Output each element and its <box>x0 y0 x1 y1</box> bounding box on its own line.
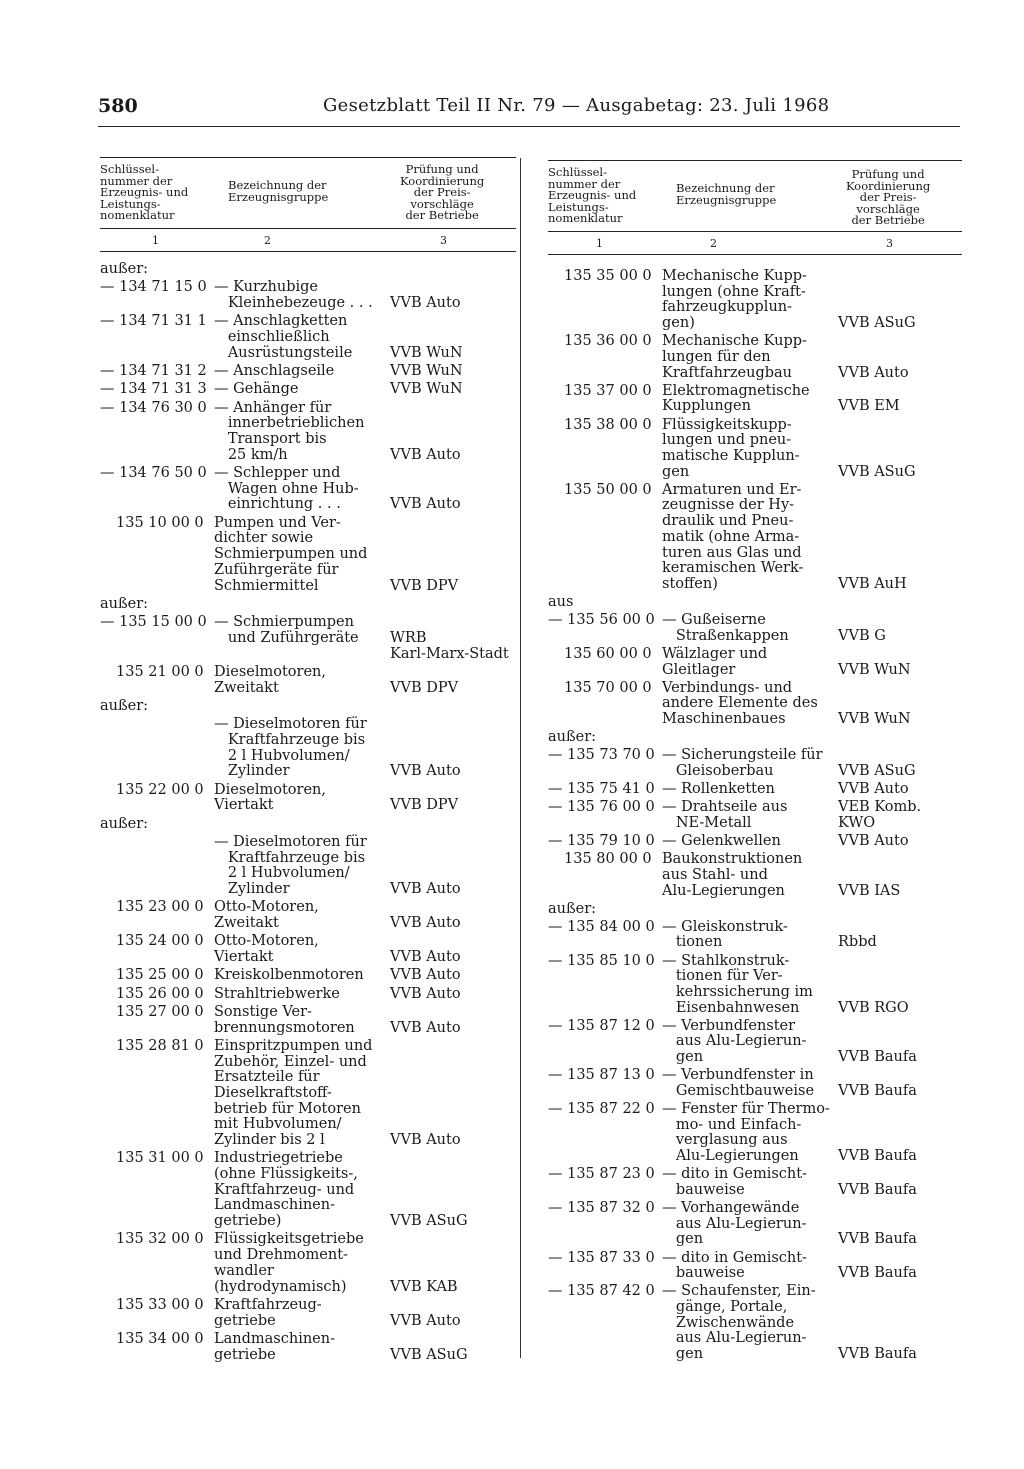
table-row <box>100 382 516 398</box>
authority: VVB Baufa <box>838 1231 917 1248</box>
group-name: Kreiskolbenmotoren <box>214 967 364 984</box>
key-number: — 135 15 00 0 <box>100 614 207 631</box>
authority: VVB ASuG <box>838 315 916 332</box>
authority: VVB Auto <box>390 948 461 965</box>
key-number: 135 23 00 0 <box>116 899 204 916</box>
table-row <box>548 595 962 611</box>
authority: VVB Baufa <box>838 1082 917 1099</box>
key-number: — 134 76 30 0 <box>100 399 207 416</box>
page-number: 580 <box>98 95 138 117</box>
authority: VVB IAS <box>838 882 901 899</box>
key-number: — 135 56 00 0 <box>548 612 655 629</box>
key-number: — 134 71 15 0 <box>100 279 207 296</box>
authority: VVB RGO <box>838 999 909 1016</box>
authority: VVB AuH <box>838 575 907 592</box>
key-number: außer: <box>548 729 597 746</box>
authority: VVB Auto <box>390 1312 461 1329</box>
key-number: 135 38 00 0 <box>564 416 652 433</box>
table-row <box>548 613 962 644</box>
key-number: — 134 71 31 1 <box>100 313 207 330</box>
key-number: — 135 87 23 0 <box>548 1166 655 1183</box>
header-col3: Prüfung und Koordinierung der Preis- vorschläge der Betriebe <box>400 162 485 222</box>
table-row <box>100 466 516 513</box>
table-row <box>100 262 516 278</box>
key-number: — 134 76 50 0 <box>100 465 207 481</box>
key-number: außer: <box>100 815 149 832</box>
table-row <box>548 483 962 593</box>
key-number: 135 35 00 0 <box>564 268 652 284</box>
group-name: Flüssigkeitskupp- lungen und pneu- matische Kupplun- gen <box>662 416 800 480</box>
key-number: — 134 71 31 2 <box>100 363 207 379</box>
right-column <box>548 160 962 1363</box>
group-name: Einspritzpumpen und Zubehör, Einzel- und Ersatzteile für Dieselkraftstoff- betrieb für Motoren mit Hubvolumen/ Zylinder bis 2 l <box>214 1037 373 1149</box>
table-row <box>100 597 516 613</box>
table-row <box>548 800 962 831</box>
table-header <box>548 160 962 232</box>
header-col2: Bezeichnung der Erzeugnisgruppe <box>228 178 329 204</box>
authority: VVB Auto <box>390 496 461 513</box>
table-header <box>100 157 516 229</box>
key-number: — 135 79 10 0 <box>548 833 655 849</box>
key-number: 135 21 00 0 <box>116 663 204 680</box>
authority: VVB Baufa <box>838 1265 917 1282</box>
group-name: — Rollenketten <box>662 781 775 798</box>
header-rule <box>98 126 960 127</box>
authority: VVB WuN <box>390 363 463 379</box>
column-number-row <box>100 229 516 252</box>
table-row <box>548 1102 962 1165</box>
group-name: — Schaufenster, Ein- gänge, Portale, Zwischenwände aus Alu-Legierun- gen <box>662 1283 816 1363</box>
group-name: — Gußeiserne Straßenkappen <box>662 612 789 644</box>
authority: VVB Auto <box>390 880 461 897</box>
key-number: 135 32 00 0 <box>116 1231 204 1248</box>
group-name: Dieselmotoren, Zweitakt <box>214 663 326 696</box>
authority: VVB Auto <box>390 1132 461 1149</box>
table-row <box>100 1298 516 1329</box>
page-title: Gesetzblatt Teil II Nr. 79 — Ausgabetag: 23. Juli 1968 <box>323 95 830 116</box>
group-name: — dito in Gemischt- bauweise <box>662 1166 807 1198</box>
table-row <box>548 920 962 951</box>
key-number: — 135 87 13 0 <box>548 1067 655 1084</box>
authority: VVB KAB <box>390 1278 458 1295</box>
group-name: Industriegetriebe (ohne Flüssigkeits-, Kraftfahrzeug- und Landmaschinen- getriebe) <box>214 1150 358 1230</box>
group-name: Verbindungs- und andere Elemente des Maschinenbaues <box>662 679 818 728</box>
key-number: — 135 87 42 0 <box>548 1283 655 1300</box>
authority: VVB WuN <box>838 711 911 728</box>
group-name: Sonstige Ver- brennungsmotoren <box>214 1003 355 1036</box>
key-number: 135 10 00 0 <box>116 514 204 531</box>
col-number-2: 2 <box>710 237 717 250</box>
table-row <box>100 987 516 1003</box>
table-row <box>548 418 962 481</box>
key-number: 135 31 00 0 <box>116 1150 204 1167</box>
table-row <box>100 1039 516 1149</box>
table-row <box>100 665 516 696</box>
group-name: — Verbundfenster in Gemischtbauweise <box>662 1067 815 1099</box>
key-number: außer: <box>100 595 149 612</box>
group-name: — Vorhangewände aus Alu-Legierun- gen <box>662 1200 807 1248</box>
group-name: Armaturen und Er- zeugnisse der Hy- draulik und Pneu- matik (ohne Arma- turen aus Glas und keramischen Werk- stoffen) <box>662 481 804 592</box>
header-col1: Schlüssel- nummer der Erzeugnis- und Leistungs- nomenklatur <box>100 162 189 222</box>
key-number: — 135 84 00 0 <box>548 918 655 935</box>
key-number: 135 60 00 0 <box>564 645 652 662</box>
authority: VVB DPV <box>390 679 459 696</box>
authority: VVB Auto <box>390 295 461 311</box>
table-row <box>548 1068 962 1099</box>
header-col3: Prüfung und Koordinierung der Preis- vorschläge der Betriebe <box>846 167 931 227</box>
authority: VVB WuN <box>390 344 463 361</box>
table-row <box>100 717 516 780</box>
col-number-1: 1 <box>152 234 159 247</box>
table-row <box>100 835 516 898</box>
group-name: — Anschlagseile <box>214 363 335 379</box>
table-row <box>100 401 516 464</box>
table-row <box>548 782 962 798</box>
authority: VVB ASuG <box>390 1213 468 1230</box>
authority: VVB Auto <box>390 446 461 463</box>
authority: VVB Auto <box>390 967 461 984</box>
group-name: Otto-Motoren, Viertakt <box>214 933 319 965</box>
group-name: — dito in Gemischt- bauweise <box>662 1249 807 1282</box>
group-name: — Schlepper und Wagen ohne Hub- einrichtung . . . <box>214 465 359 513</box>
authority: VVB ASuG <box>838 463 916 480</box>
group-name: Landmaschinen- getriebe <box>214 1330 335 1363</box>
group-name: — Anhänger für innerbetrieblichen Transport bis 25 km/h <box>214 399 365 463</box>
key-number: 135 70 00 0 <box>564 679 652 696</box>
page-header <box>98 95 960 123</box>
group-name: Wälzlager und Gleitlager <box>662 645 768 678</box>
key-number: 135 22 00 0 <box>116 781 204 798</box>
key-number: 135 34 00 0 <box>116 1330 204 1347</box>
authority: VVB WuN <box>838 661 911 678</box>
key-number: — 134 71 31 3 <box>100 381 207 398</box>
table-row <box>100 1332 516 1363</box>
authority: VVB Auto <box>838 364 909 381</box>
group-name: — Verbundfenster aus Alu-Legierun- gen <box>662 1017 807 1066</box>
key-number: 135 25 00 0 <box>116 967 204 984</box>
table-row <box>100 314 516 361</box>
header-col1: Schlüssel- nummer der Erzeugnis- und Leistungs- nomenklatur <box>548 165 637 225</box>
authority: VVB EM <box>838 398 900 415</box>
table-row <box>548 334 962 381</box>
key-number: — 135 87 22 0 <box>548 1101 655 1117</box>
column-number-row <box>548 232 962 255</box>
group-name: — Schmierpumpen und Zuführgeräte <box>214 614 359 646</box>
table-row <box>100 364 516 380</box>
table-row <box>100 968 516 984</box>
group-name: — Dieselmotoren für Kraftfahrzeuge bis 2 l Hubvolumen/ Zylinder <box>214 716 367 780</box>
table-row <box>548 647 962 678</box>
authority: VVB Baufa <box>838 1049 917 1066</box>
authority: VVB G <box>838 627 886 644</box>
key-number: — 135 76 00 0 <box>548 799 655 816</box>
group-name: Baukonstruktionen aus Stahl- und Alu-Legierungen <box>662 851 803 899</box>
authority: VEB Komb. KWO <box>838 799 922 831</box>
group-name: — Stahlkonstruk- tionen für Ver- kehrssicherung im Eisenbahnwesen <box>662 952 813 1016</box>
authority: VVB ASuG <box>838 763 916 779</box>
authority: VVB Baufa <box>838 1346 917 1363</box>
group-name: Strahltriebwerke <box>214 985 340 1002</box>
key-number: 135 50 00 0 <box>564 481 652 498</box>
group-name: — Anschlagketten einschließlich Ausrüstungsteile <box>214 313 353 361</box>
authority: VVB Baufa <box>838 1148 917 1165</box>
table-row <box>548 852 962 899</box>
key-number: — 135 75 41 0 <box>548 781 655 798</box>
table-row <box>548 834 962 850</box>
authority: VVB Auto <box>838 833 909 849</box>
group-name: — Gehänge <box>214 381 299 398</box>
key-number: außer: <box>100 697 149 714</box>
key-number: 135 80 00 0 <box>564 851 652 868</box>
group-name: — Gleiskonstruk- tionen <box>662 918 788 951</box>
group-name: Otto-Motoren, Zweitakt <box>214 899 319 931</box>
table-row <box>100 699 516 715</box>
table-row <box>100 1151 516 1230</box>
table-row <box>548 954 962 1017</box>
group-name: Mechanische Kupp- lungen (ohne Kraft- fahrzeugkupplun- gen) <box>662 268 807 332</box>
table-row <box>548 1167 962 1198</box>
left-column <box>100 157 516 1363</box>
group-name: Flüssigkeitsgetriebe und Drehmoment- wandler (hydrodynamisch) <box>214 1231 364 1295</box>
table-row <box>548 902 962 918</box>
col-number-1: 1 <box>596 237 603 250</box>
key-number: aus <box>548 594 574 610</box>
key-number: 135 24 00 0 <box>116 933 204 950</box>
key-number: 135 36 00 0 <box>564 333 652 350</box>
col-number-3: 3 <box>886 237 893 250</box>
table-row <box>548 681 962 728</box>
key-number: — 135 87 12 0 <box>548 1017 655 1034</box>
table-row <box>548 730 962 746</box>
table-row <box>100 934 516 965</box>
column-divider <box>520 158 521 1358</box>
group-name: — Kurzhubige Kleinhebezeuge . . . <box>214 279 373 311</box>
group-name: — Sicherungsteile für Gleisoberbau <box>662 747 823 779</box>
group-name: Pumpen und Ver- dichter sowie Schmierpumpen und Zuführgeräte für Schmiermittel <box>214 514 368 594</box>
authority: VVB Auto <box>390 1019 461 1036</box>
authority: VVB Auto <box>390 914 461 931</box>
authority: WRB Karl-Marx-Stadt <box>390 629 509 662</box>
group-name: Kraftfahrzeug- getriebe <box>214 1296 322 1329</box>
key-number: 135 33 00 0 <box>116 1296 204 1313</box>
key-number: — 135 85 10 0 <box>548 952 655 969</box>
group-name: — Gelenkwellen <box>662 833 781 849</box>
group-name: Mechanische Kupp- lungen für den Kraftfahrzeugbau <box>662 333 807 381</box>
group-name: — Dieselmotoren für Kraftfahrzeuge bis 2 l Hubvolumen/ Zylinder <box>214 833 367 897</box>
table-row <box>100 900 516 931</box>
group-name: — Drahtseile aus NE-Metall <box>662 799 788 831</box>
table-row <box>548 1284 962 1363</box>
table-row <box>548 748 962 779</box>
group-name: — Fenster für Thermo- mo- und Einfach- verglasung aus Alu-Legierungen <box>662 1101 830 1165</box>
group-name: Elektromagnetische Kupplungen <box>662 382 810 415</box>
header-col2: Bezeichnung der Erzeugnisgruppe <box>676 181 777 207</box>
key-number: — 135 73 70 0 <box>548 747 655 764</box>
authority: VVB DPV <box>390 797 459 814</box>
key-number: außer: <box>100 261 149 277</box>
table-row <box>100 1232 516 1295</box>
authority: VVB WuN <box>390 381 463 398</box>
table-row <box>100 615 516 662</box>
col-number-3: 3 <box>440 234 447 247</box>
authority: VVB Auto <box>390 763 461 780</box>
table-row <box>100 280 516 311</box>
authority: VVB DPV <box>390 577 459 594</box>
table-row <box>548 1019 962 1066</box>
table-row <box>100 817 516 833</box>
key-number: 135 27 00 0 <box>116 1003 204 1020</box>
table-row <box>548 269 962 332</box>
authority: Rbbd <box>838 934 877 951</box>
key-number: 135 28 81 0 <box>116 1037 204 1054</box>
table-row <box>548 384 962 415</box>
table-row <box>548 1201 962 1248</box>
table-row <box>548 1251 962 1282</box>
key-number: 135 37 00 0 <box>564 382 652 399</box>
authority: VVB Auto <box>838 781 909 798</box>
key-number: 135 26 00 0 <box>116 985 204 1002</box>
key-number: — 135 87 32 0 <box>548 1200 655 1216</box>
key-number: außer: <box>548 900 597 917</box>
authority: VVB ASuG <box>390 1346 468 1363</box>
table-row <box>100 516 516 595</box>
col-number-2: 2 <box>264 234 271 247</box>
key-number: — 135 87 33 0 <box>548 1249 655 1266</box>
table-row <box>100 1005 516 1036</box>
authority: VVB Baufa <box>838 1181 917 1198</box>
authority: VVB Auto <box>390 985 461 1002</box>
group-name: Dieselmotoren, Viertakt <box>214 781 326 814</box>
table-row <box>100 783 516 814</box>
